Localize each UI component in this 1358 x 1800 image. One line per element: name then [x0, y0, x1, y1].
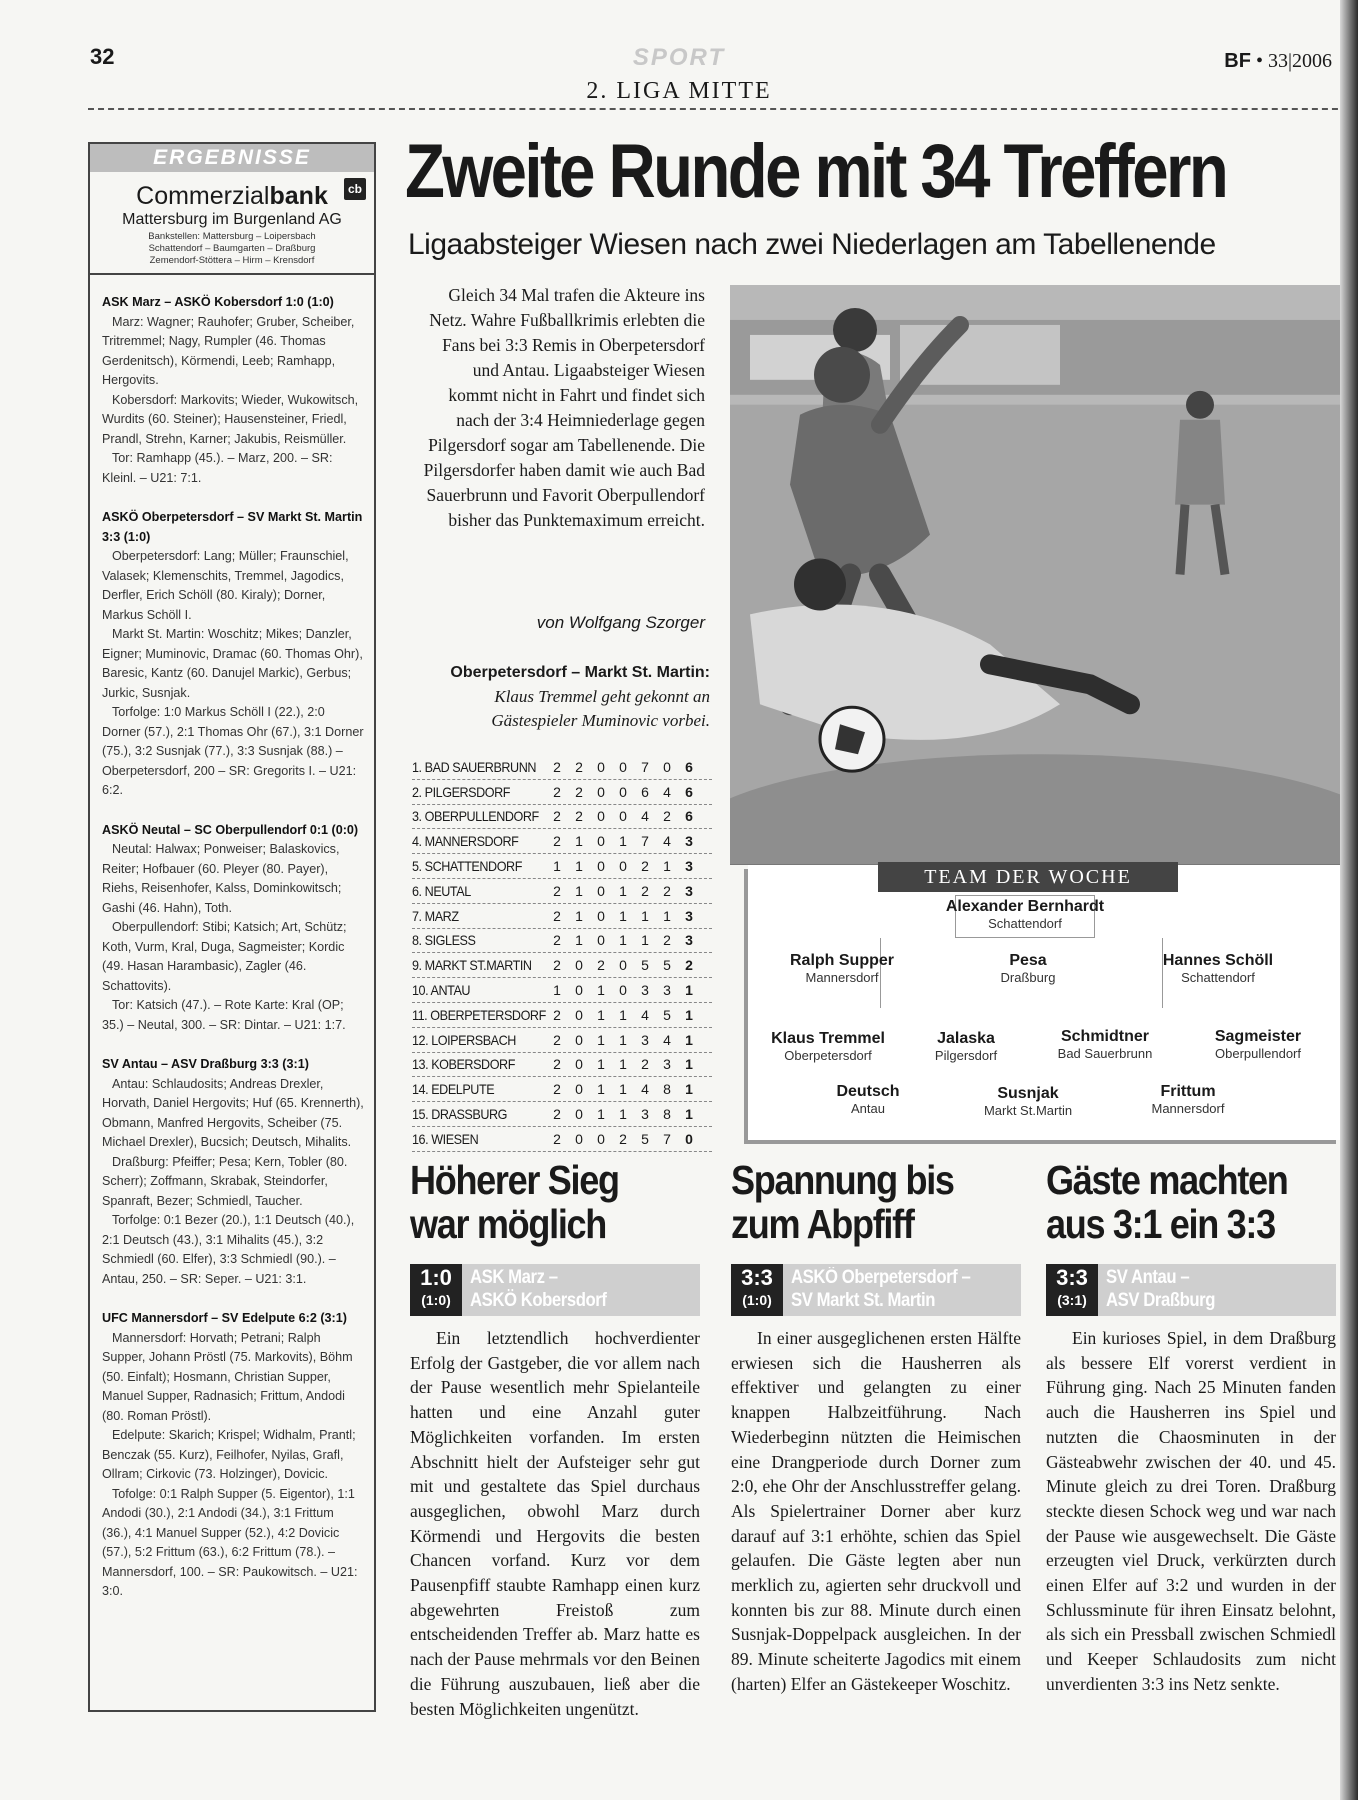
photo-caption [420, 660, 710, 733]
result-item [102, 1055, 364, 1289]
team-of-week-player: Jalaska Pilgersdorf [934, 1030, 998, 1063]
standings-d: 0 [597, 858, 605, 875]
standings-pts: 0 [685, 1130, 693, 1147]
team-of-week-player: Schmidtner Bad Sauerbrunn [1057, 1028, 1153, 1061]
team-of-week-player: Susnjak Markt St.Martin [983, 1085, 1073, 1118]
result-line: Oberpullendorf: Stibi; Katsich; Art, Schütz; Koth, Vurm, Kral, Duga, Sagmeister; Kordic (49. Hasan Harambasic), Zagler (46. Schattovits). [102, 920, 347, 993]
standings-d: 2 [597, 957, 605, 974]
result-line: Marz: Wagner; Rauhofer; Gruber, Scheiber, Tritremmel; Nagy, Rumpler (46. Thomas Gerdenitsch), Körmendi, Leeb; Ramhapp, Hergovits. [102, 314, 355, 387]
standings-pts: 1 [685, 1056, 693, 1073]
standings-l: 0 [619, 758, 627, 775]
standings-l: 1 [619, 882, 627, 899]
result-match: UFC Mannersdorf – SV Edelpute 6:2 (3:1) [102, 1311, 347, 1325]
standings-row [412, 755, 712, 780]
standings-l: 1 [619, 907, 627, 924]
result-line: Mannersdorf: Horvath; Petrani; Ralph Supper, Johann Pröstl (75. Markovits), Böhm (50. Einfalt); Hosmann, Christian Supper, Manuel Supper, Radnasich; Frittum, Andodi (80. Roman Pröstl). [102, 1330, 353, 1423]
standings-ga: 4 [663, 783, 671, 800]
standings-ga: 0 [663, 758, 671, 775]
result-item [102, 821, 364, 1036]
photo-caption-title: Oberpetersdorf – Markt St. Martin: [450, 664, 710, 681]
photo-illustration [730, 285, 1340, 864]
photo-caption-text: Klaus Tremmel geht gekonnt an Gästespieler Muminovic vorbei. [491, 687, 710, 730]
standings-gf: 6 [641, 783, 649, 800]
results-list [90, 275, 374, 1602]
standings-ga: 4 [663, 1031, 671, 1048]
results-sidebar [88, 142, 376, 1712]
report-teams: ASK Marz – ASKÖ Kobersdorf [470, 1267, 607, 1311]
standings-row [412, 1003, 712, 1028]
team-of-week-player: Alexander Bernhardt Schattendorf [945, 898, 1105, 931]
standings-row [412, 879, 712, 904]
standings-g: 2 [553, 1031, 561, 1048]
standings-l: 1 [619, 1056, 627, 1073]
standings-team: 9. MARKT ST.MARTIN [412, 957, 532, 974]
standings-g: 1 [553, 858, 561, 875]
standings-w: 1 [575, 907, 583, 924]
standings-ga: 1 [663, 907, 671, 924]
standings-team: 4. MANNERSDORF [412, 833, 519, 850]
standings-pts: 3 [685, 932, 693, 949]
standings-gf: 2 [641, 1056, 649, 1073]
result-line: Tor: Ramhapp (45.). – Marz, 200. – SR: Kleinl. – U21: 7:1. [102, 451, 333, 485]
standings-l: 0 [619, 783, 627, 800]
report-score-box: 1:0 (1:0) [410, 1264, 462, 1316]
standings-row [412, 904, 712, 929]
article-byline: von Wolfgang Szorger [536, 613, 705, 632]
team-of-week-player: Pesa Draßburg [1000, 952, 1056, 985]
report-score-bar [410, 1264, 700, 1316]
standings-gf: 7 [641, 833, 649, 850]
standings-w: 2 [575, 758, 583, 775]
standings-gf: 3 [641, 1106, 649, 1123]
standings-g: 2 [553, 957, 561, 974]
result-line: Torfolge: 1:0 Markus Schöll I (22.), 2:0 Dorner (57.), 2:1 Thomas Ohr (67.), 3:1 Dorner (75.), 3:2 Susnjak (77.), 3:3 Susnjak (88.) – Oberpetersdorf, 200 – SR: Gregorits I. – U21: 6:2. [102, 705, 364, 797]
standings-d: 1 [597, 982, 605, 999]
standings-pts: 1 [685, 1006, 693, 1023]
result-match: ASK Marz – ASKÖ Kobersdorf 1:0 (1:0) [102, 295, 334, 309]
bank-name: Commerzialbank [136, 182, 328, 210]
standings-team: 3. OBERPULLENDORF [412, 808, 539, 825]
standings-team: 1. BAD SAUERBRUNN [412, 758, 537, 775]
league-title: 2. LIGA MITTE [586, 78, 772, 104]
standings-pts: 1 [685, 982, 693, 999]
standings-team: 12. LOIPERSBACH [412, 1031, 516, 1048]
standings-ga: 2 [663, 932, 671, 949]
standings-gf: 1 [641, 932, 649, 949]
standings-gf: 1 [641, 907, 649, 924]
team-of-week-player: Sagmeister Oberpullendorf [1214, 1028, 1302, 1061]
standings-team: 13. KOBERSDORF [412, 1056, 515, 1073]
standings-ga: 1 [663, 858, 671, 875]
match-report [410, 1157, 710, 1719]
standings-d: 1 [597, 1081, 605, 1098]
standings-row [412, 780, 712, 805]
result-match: SV Antau – ASV Draßburg 3:3 (3:1) [102, 1057, 309, 1071]
standings-pts: 6 [685, 783, 693, 800]
standings-w: 0 [575, 957, 583, 974]
standings-row [412, 953, 712, 978]
result-line: Oberpetersdorf: Lang; Müller; Fraunschiel, Valasek; Klemenschits, Tremmel, Jagodics, Derfler, Erich Schöll (80. Kiraly); Dorner, Markus Schöll I. [102, 549, 349, 622]
standings-g: 2 [553, 882, 561, 899]
standings-w: 0 [575, 1056, 583, 1073]
standings-d: 1 [597, 1031, 605, 1048]
standings-team: 16. WIESEN [412, 1130, 479, 1147]
standings-g: 1 [553, 982, 561, 999]
standings-d: 0 [597, 808, 605, 825]
standings-l: 1 [619, 1031, 627, 1048]
standings-g: 2 [553, 758, 561, 775]
standings-pts: 2 [685, 957, 693, 974]
standings-gf: 4 [641, 1006, 649, 1023]
result-line: Tofolge: 0:1 Ralph Supper (5. Eigentor), 1:1 Andodi (30.), 2:1 Andodi (34.), 3:1 Frittum (36.), 4:1 Manuel Supper (52.), 4:2 Dovicic (57.), 5:2 Frittum (63.), 6:2 Frittum (78.). – Mannersdorf, 100. – SR: Paukowitsch. – U21: 3:0. [102, 1486, 358, 1598]
report-text: In einer ausgeglichenen ersten Hälfte erwiesen sich die Hausherren als effektiver und gelangten zu einer knappen Halbzeitführung. Nach Wiederbeginn nützten die Heimischen eine Drangperiode durch Dorner zum 2:0, ehe Ohr der Anschlusstreffer gelang. Als Spielertrainer Dorner aber kurz darauf auf 3:1 erhöhte, schien das Spiel gelaufen. Die Gäste legten aber nun merklich zu, agierten sehr druckvoll und konnten bis zur 88. Minute durch einen Susnjak-Doppelpack ausgleichen. In der 89. Minute scheiterte Jagodics mit einem (harten) Elfer an Gästekeeper Woschitz. [731, 1328, 1021, 1694]
result-line: Neutal: Halwax; Ponweiser; Balaskovics, Reiter; Hofbauer (60. Pleyer (80. Payer), Riehs, Reisenhofer, Kalss, Dominkowitsch; Gashi (46. Hahn), Toth. [102, 842, 342, 915]
standings-l: 0 [619, 808, 627, 825]
standings-pts: 3 [685, 858, 693, 875]
standings-pts: 6 [685, 758, 693, 775]
result-line: Markt St. Martin: Woschitz; Mikes; Danzler, Eigner; Muminovic, Dramac (60. Thomas Ohr), Baresic, Kantz (60. Danujel Markic), Gerbus; Jurkic, Susnjak. [102, 627, 363, 700]
team-of-week-player: Ralph Supper Mannersdorf [789, 952, 894, 985]
standings-w: 1 [575, 932, 583, 949]
standings-gf: 7 [641, 758, 649, 775]
standings-team: 7. MARZ [412, 907, 459, 924]
standings-gf: 3 [641, 982, 649, 999]
standings-row [412, 1077, 712, 1102]
standings-ga: 4 [663, 833, 671, 850]
article-lead: Gleich 34 Mal trafen die Akteure ins Netz. Wahre Fußballkrimis erlebten die Fans bei 3:3 Remis in Oberpetersdorf und Antau. Ligaabsteiger Wiesen kommt nicht in Fahrt und findet sich nach der 3:4 Heimniederlage gegen Pilgersdorf sogar am Tabellenende. Die Pilgersdorfer haben damit wie auch Bad Sauerbrunn und Favorit Oberpullendorf bisher das Punktemaximum erreicht. [423, 285, 705, 530]
team-of-week-player: Deutsch Antau [836, 1083, 900, 1116]
issue-info: BF • 33|2006 [1224, 50, 1332, 72]
team-of-week-player: Hannes Schöll Schattendorf [1162, 952, 1274, 985]
standings-d: 1 [597, 1106, 605, 1123]
standings-g: 2 [553, 833, 561, 850]
standings-w: 1 [575, 858, 583, 875]
standings-l: 0 [619, 957, 627, 974]
standings-w: 0 [575, 1130, 583, 1147]
standings-row [412, 978, 712, 1003]
result-item [102, 508, 364, 801]
standings-d: 0 [597, 932, 605, 949]
result-item [102, 1309, 364, 1602]
publication-name: BF [1224, 50, 1251, 72]
standings-w: 2 [575, 783, 583, 800]
standings-g: 2 [553, 932, 561, 949]
standings-ga: 5 [663, 957, 671, 974]
report-score-box: 3:3 (1:0) [731, 1264, 783, 1316]
sidebar-title: ERGEBNISSE [90, 144, 374, 172]
standings-ga: 2 [663, 882, 671, 899]
standings-gf: 3 [641, 1031, 649, 1048]
standings-gf: 2 [641, 858, 649, 875]
standings-team: 2. PILGERSDORF [412, 783, 511, 800]
standings-row [412, 1127, 712, 1152]
standings-team: 15. DRASSBURG [412, 1106, 507, 1123]
standings-ga: 5 [663, 1006, 671, 1023]
standings-l: 1 [619, 833, 627, 850]
standings-w: 1 [575, 833, 583, 850]
team-of-week-player: Frittum Mannersdorf [1151, 1083, 1225, 1116]
standings-d: 0 [597, 783, 605, 800]
standings-pts: 1 [685, 1031, 693, 1048]
page-edge-shadow [1340, 0, 1358, 1800]
report-score-box: 3:3 (3:1) [1046, 1264, 1098, 1316]
issue-number: 33|2006 [1267, 50, 1332, 72]
report-score-bar [1046, 1264, 1336, 1316]
standings-w: 1 [575, 882, 583, 899]
standings-pts: 1 [685, 1081, 693, 1098]
article-subheadline: Ligaabsteiger Wiesen nach zwei Niederlagen am Tabellenende [408, 228, 1216, 261]
report-headline: Höherer Sieg war möglich [410, 1157, 619, 1247]
standings-gf: 4 [641, 1081, 649, 1098]
standings-ga: 8 [663, 1106, 671, 1123]
standings-d: 0 [597, 1130, 605, 1147]
sponsor-box [90, 172, 374, 275]
bank-logo-icon: cb [344, 178, 366, 200]
report-teams: ASKÖ Oberpetersdorf – SV Markt St. Martin [791, 1267, 971, 1311]
article-headline: Zweite Runde mit 34 Treffern [405, 129, 1227, 214]
report-headline: Spannung bis zum Abpfiff [731, 1157, 954, 1247]
standings-team: 6. NEUTAL [412, 882, 471, 899]
standings-l: 1 [619, 1081, 627, 1098]
standings-l: 0 [619, 858, 627, 875]
report-text: Ein kurioses Spiel, in dem Draßburg als bessere Elf vorerst verdient in Führung ging. Nach 25 Minuten fanden auch die Hausherren ins Spiel und nutzten die Chaosminuten in der Gästeabwehr zwischen der 40. und 45. Minute gleich zu drei Toren. Draßburg steckte diesen Schock weg und war nach der Pause wie ausgewechselt. Die Gäste erzeugten viel Druck, verkürzten durch einen Elfer auf 3:2 und wurden in der Schlussminute für ihren Einsatz belohnt, als sich ein Pressball zwischen Schmiedl und Keeper Schlaudosits zum nicht unverdienten 3:3 ins Netz senkte. [1046, 1328, 1336, 1694]
standings-ga: 2 [663, 808, 671, 825]
standings-ga: 3 [663, 1056, 671, 1073]
match-report [1046, 1157, 1346, 1694]
result-item [102, 293, 364, 488]
standings-row [412, 854, 712, 879]
standings-g: 2 [553, 1081, 561, 1098]
standings-d: 0 [597, 882, 605, 899]
standings-row [412, 1102, 712, 1127]
standings-w: 0 [575, 1031, 583, 1048]
standings-pts: 3 [685, 882, 693, 899]
report-score-bar [731, 1264, 1021, 1316]
page-number: 32 [90, 44, 115, 69]
standings-gf: 5 [641, 1130, 649, 1147]
standings-team: 11. OBERPETERSDORF [412, 1006, 546, 1023]
standings-table [412, 755, 712, 1152]
standings-w: 0 [575, 1081, 583, 1098]
team-of-week-title: TEAM DER WOCHE [878, 862, 1178, 892]
standings-ga: 8 [663, 1081, 671, 1098]
result-line: Torfolge: 0:1 Bezer (20.), 1:1 Deutsch (40.), 2:1 Deutsch (43.), 3:1 Mihalits (45.), 3:2 Schmiedl (60. Elfer), 3:3 Schmiedl (90.). – Antau, 250. – SR: Seper. – U21: 3:1. [102, 1213, 355, 1286]
standings-pts: 1 [685, 1106, 693, 1123]
bank-branches: Bankstellen: Mattersburg – Loipersbach Schattendorf – Baumgarten – Draßburg Zemendorf-Stöttera – Hirm – Krensdorf [148, 231, 316, 266]
standings-row [412, 929, 712, 954]
standings-row [412, 805, 712, 830]
result-line: Kobersdorf: Markovits; Wieder, Wukowitsch, Wurdits (60. Steiner); Hausensteiner, Friedl, Prandl, Strehn, Karner; Jakubis, Reismüller. [102, 392, 359, 446]
standings-g: 2 [553, 907, 561, 924]
report-teams: SV Antau – ASV Draßburg [1106, 1267, 1215, 1311]
standings-w: 0 [575, 982, 583, 999]
standings-l: 1 [619, 1006, 627, 1023]
report-text: Ein letztendlich hochverdienter Erfolg der Gastgeber, die vor allem nach der Pause wesentlich mehr Spielanteile hatten und eine Anzahl guter Möglichkeiten vorfanden. Im ersten Abschnitt hielt der Aufsteiger sehr gut mit und gestaltete das Spiel durchaus ausgeglichen, obwohl Marz durch Körmendi und Hergovits die besten Chancen vorfand. Kurz vor dem Pausenpfiff staubte Ramhapp einen kurz abgewehrten Freistoß zum entscheidenden Treffer ab. Marz hatte es nach der Pause mehrmals vor den Beinen die Führung auszubauen, ließ aber die besten Möglichkeiten ungenützt. [410, 1328, 700, 1719]
standings-pts: 6 [685, 808, 693, 825]
standings-l: 1 [619, 932, 627, 949]
standings-w: 0 [575, 1006, 583, 1023]
standings-row [412, 1053, 712, 1078]
standings-d: 0 [597, 833, 605, 850]
result-match: ASKÖ Oberpetersdorf – SV Markt St. Martin 3:3 (1:0) [102, 510, 363, 544]
standings-g: 2 [553, 1006, 561, 1023]
result-line: Edelpute: Skarich; Krispel; Widhalm, Prantl; Benczak (55. Kurz), Feilhofer, Nyilas, Grafl, Ollram; Cirkovic (73. Holzinger), Dovicic. [102, 1428, 356, 1481]
standings-g: 2 [553, 1130, 561, 1147]
standings-team: 10. ANTAU [412, 982, 471, 999]
standings-ga: 7 [663, 1130, 671, 1147]
standings-d: 1 [597, 1056, 605, 1073]
standings-gf: 4 [641, 808, 649, 825]
standings-gf: 5 [641, 957, 649, 974]
standings-ga: 3 [663, 982, 671, 999]
standings-w: 0 [575, 1106, 583, 1123]
standings-row [412, 829, 712, 854]
result-line: Tor: Katsich (47.). – Rote Karte: Kral (OP; 35.) – Neutal, 300. – SR: Dintar. – U21: 1:7. [102, 998, 346, 1032]
standings-g: 2 [553, 1056, 561, 1073]
result-line: Draßburg: Pfeiffer; Pesa; Kern, Tobler (80. Scherr); Zoffmann, Skrabak, Steindorfer, Spanraft, Bezer; Schmiedl, Taucher. [102, 1154, 348, 1208]
standings-g: 2 [553, 1106, 561, 1123]
result-match: ASKÖ Neutal – SC Oberpullendorf 0:1 (0:0) [102, 822, 359, 837]
standings-w: 2 [575, 808, 583, 825]
standings-l: 2 [619, 1130, 627, 1147]
standings-gf: 2 [641, 882, 649, 899]
section-title: SPORT [632, 44, 726, 71]
result-line: Antau: Schlaudosits; Andreas Drexler, Horvath, Daniel Hergovits; Huf (65. Krennerth), Obmann, Manfred Hergovits, Scheiber (75. Michael Drexler), Bucsich; Deutsch, Mihalits. [102, 1076, 364, 1149]
football-action-photo [730, 285, 1340, 865]
bank-subtitle: Mattersburg im Burgenland AG [122, 211, 342, 228]
standings-l: 1 [619, 1106, 627, 1123]
standings-g: 2 [553, 783, 561, 800]
standings-l: 0 [619, 982, 627, 999]
report-headline: Gäste machten aus 3:1 ein 3:3 [1046, 1157, 1288, 1247]
standings-row [412, 1028, 712, 1053]
header-divider [88, 108, 1358, 110]
standings-team: 14. EDELPUTE [412, 1081, 495, 1098]
standings-g: 2 [553, 808, 561, 825]
match-report [731, 1157, 1031, 1694]
standings-d: 1 [597, 1006, 605, 1023]
standings-d: 0 [597, 907, 605, 924]
standings-pts: 3 [685, 907, 693, 924]
standings-team: 5. SCHATTENDORF [412, 858, 522, 875]
standings-d: 0 [597, 758, 605, 775]
standings-team: 8. SIGLESS [412, 932, 476, 949]
standings-pts: 3 [685, 833, 693, 850]
team-of-week-player: Klaus Tremmel Oberpetersdorf [771, 1030, 885, 1063]
